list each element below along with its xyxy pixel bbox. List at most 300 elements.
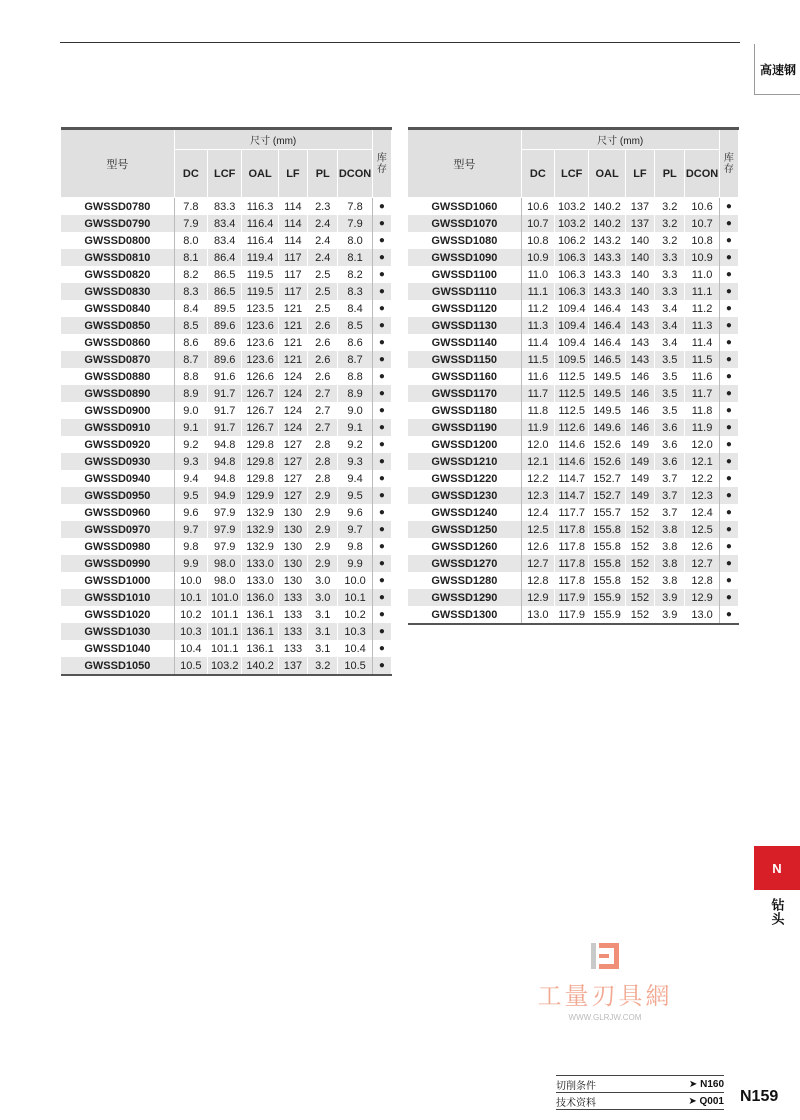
- cell-lcf: 98.0: [208, 572, 242, 589]
- cell-pl: 3.3: [655, 249, 685, 266]
- cell-dc: 8.2: [174, 266, 207, 283]
- cell-dc: 11.0: [521, 266, 554, 283]
- table-row: [408, 317, 739, 334]
- cell-pl: 2.5: [308, 300, 338, 317]
- cell-stock: ●: [372, 538, 391, 555]
- header-lcf: LCF: [208, 150, 242, 198]
- cell-lcf: 114.6: [555, 453, 589, 470]
- cell-stock: ●: [719, 470, 738, 487]
- cell-stock: ●: [372, 232, 391, 249]
- cell-lcf: 109.4: [555, 334, 589, 351]
- cell-lcf: 114.6: [555, 436, 589, 453]
- header-lcf: LCF: [555, 150, 589, 198]
- cell-pl: 3.7: [655, 487, 685, 504]
- cell-lcf: 101.1: [208, 623, 242, 640]
- cell-dc: 8.1: [174, 249, 207, 266]
- cell-stock: ●: [719, 555, 738, 572]
- cell-stock: ●: [719, 334, 738, 351]
- cell-model: GWSSD1100: [408, 266, 521, 283]
- table-row: [61, 402, 392, 419]
- cell-dc: 11.2: [521, 300, 554, 317]
- cell-lf: 146: [625, 368, 654, 385]
- cell-dc: 9.8: [174, 538, 207, 555]
- cell-dcon: 8.8: [338, 368, 372, 385]
- cell-lf: 140: [625, 232, 654, 249]
- cell-dc: 12.9: [521, 589, 554, 606]
- table-row: [408, 487, 739, 504]
- cell-model: GWSSD1150: [408, 351, 521, 368]
- cell-oal: 149.5: [589, 385, 625, 402]
- cell-oal: 123.5: [242, 300, 278, 317]
- cell-stock: ●: [372, 351, 391, 368]
- cell-oal: 129.9: [242, 487, 278, 504]
- cell-lcf: 86.5: [208, 266, 242, 283]
- cell-dcon: 9.8: [338, 538, 372, 555]
- header-dcon: DCON: [338, 150, 372, 198]
- cell-oal: 155.8: [589, 572, 625, 589]
- cell-pl: 3.9: [655, 606, 685, 624]
- cell-dc: 11.3: [521, 317, 554, 334]
- cell-stock: ●: [719, 249, 738, 266]
- cell-dc: 9.9: [174, 555, 207, 572]
- cell-oal: 129.8: [242, 470, 278, 487]
- watermark-url: WWW.GLRJW.COM: [568, 1013, 642, 1022]
- cell-dc: 9.6: [174, 504, 207, 521]
- cell-stock: ●: [372, 640, 391, 657]
- cell-model: GWSSD0960: [61, 504, 174, 521]
- cell-dc: 10.9: [521, 249, 554, 266]
- header-oal: OAL: [589, 150, 625, 198]
- cell-dcon: 12.8: [685, 572, 719, 589]
- cell-oal: 123.6: [242, 334, 278, 351]
- category-tab[interactable]: 高速钢: [754, 44, 800, 95]
- cell-lcf: 103.2: [555, 215, 589, 232]
- cell-pl: 2.9: [308, 538, 338, 555]
- cell-stock: ●: [372, 453, 391, 470]
- cell-oal: 152.7: [589, 470, 625, 487]
- cell-dcon: 8.9: [338, 385, 372, 402]
- cell-dcon: 11.0: [685, 266, 719, 283]
- cell-lf: 133: [278, 623, 307, 640]
- cell-pl: 3.0: [308, 572, 338, 589]
- cell-stock: ●: [719, 589, 738, 606]
- cell-model: GWSSD1160: [408, 368, 521, 385]
- cell-stock: ●: [719, 283, 738, 300]
- table-row: [61, 283, 392, 300]
- cell-model: GWSSD0880: [61, 368, 174, 385]
- cell-dcon: 9.9: [338, 555, 372, 572]
- table-row: [61, 453, 392, 470]
- cell-dc: 9.2: [174, 436, 207, 453]
- cell-dc: 12.5: [521, 521, 554, 538]
- table-row: [61, 300, 392, 317]
- cell-lf: 143: [625, 317, 654, 334]
- cell-dc: 10.8: [521, 232, 554, 249]
- footer-ref-cutting[interactable]: [556, 1075, 724, 1092]
- cell-model: GWSSD1010: [61, 589, 174, 606]
- table-row: [61, 368, 392, 385]
- cell-oal: 119.5: [242, 283, 278, 300]
- header-dcon: DCON: [685, 150, 719, 198]
- header-dc: DC: [521, 150, 554, 198]
- cell-lcf: 86.4: [208, 249, 242, 266]
- cell-lcf: 101.1: [208, 606, 242, 623]
- cell-model: GWSSD1060: [408, 198, 521, 216]
- cell-dcon: 9.3: [338, 453, 372, 470]
- cell-pl: 2.9: [308, 504, 338, 521]
- cell-dcon: 11.3: [685, 317, 719, 334]
- table-row: [61, 198, 392, 216]
- section-letter-tab[interactable]: N: [754, 846, 800, 890]
- cell-stock: ●: [372, 368, 391, 385]
- cell-dc: 8.6: [174, 334, 207, 351]
- header-dimension: 尺寸 (mm): [521, 129, 719, 150]
- cell-dcon: 10.6: [685, 198, 719, 216]
- cell-oal: 146.4: [589, 334, 625, 351]
- cell-stock: ●: [372, 419, 391, 436]
- cell-model: GWSSD1070: [408, 215, 521, 232]
- cell-model: GWSSD1210: [408, 453, 521, 470]
- cell-dc: 8.3: [174, 283, 207, 300]
- cell-pl: 3.6: [655, 453, 685, 470]
- cell-oal: 123.6: [242, 351, 278, 368]
- cell-model: GWSSD0940: [61, 470, 174, 487]
- table-row: [408, 385, 739, 402]
- cell-lf: 140: [625, 249, 654, 266]
- cell-pl: 3.0: [308, 589, 338, 606]
- cell-dcon: 9.4: [338, 470, 372, 487]
- cell-stock: ●: [719, 419, 738, 436]
- cell-dc: 12.3: [521, 487, 554, 504]
- cell-oal: 152.6: [589, 453, 625, 470]
- cell-oal: 119.5: [242, 266, 278, 283]
- cell-dcon: 10.3: [338, 623, 372, 640]
- cell-stock: ●: [719, 300, 738, 317]
- cell-lf: 130: [278, 504, 307, 521]
- cell-oal: 152.6: [589, 436, 625, 453]
- cell-dcon: 10.7: [685, 215, 719, 232]
- cell-stock: ●: [372, 436, 391, 453]
- cell-stock: ●: [372, 300, 391, 317]
- cell-pl: 2.9: [308, 521, 338, 538]
- header-dimension: 尺寸 (mm): [174, 129, 372, 150]
- cell-model: GWSSD0780: [61, 198, 174, 216]
- cell-lf: 152: [625, 589, 654, 606]
- cell-dc: 9.0: [174, 402, 207, 419]
- cell-stock: ●: [719, 385, 738, 402]
- cell-dc: 10.3: [174, 623, 207, 640]
- cell-stock: ●: [372, 572, 391, 589]
- cell-oal: 143.3: [589, 266, 625, 283]
- cell-lf: 133: [278, 606, 307, 623]
- cell-model: GWSSD0980: [61, 538, 174, 555]
- cell-lcf: 109.4: [555, 300, 589, 317]
- cell-model: GWSSD1240: [408, 504, 521, 521]
- cell-model: GWSSD0830: [61, 283, 174, 300]
- table-row: [61, 606, 392, 623]
- table-row: [61, 436, 392, 453]
- cell-pl: 3.8: [655, 555, 685, 572]
- cell-lcf: 86.5: [208, 283, 242, 300]
- cell-oal: 132.9: [242, 521, 278, 538]
- cell-lcf: 106.3: [555, 266, 589, 283]
- table-row: [408, 606, 739, 624]
- cell-model: GWSSD1110: [408, 283, 521, 300]
- cell-lf: 124: [278, 402, 307, 419]
- cell-lcf: 106.3: [555, 283, 589, 300]
- cell-model: GWSSD0800: [61, 232, 174, 249]
- cell-lf: 114: [278, 198, 307, 216]
- cell-pl: 3.5: [655, 385, 685, 402]
- cell-dcon: 12.5: [685, 521, 719, 538]
- cell-stock: ●: [372, 589, 391, 606]
- cell-lcf: 114.7: [555, 470, 589, 487]
- table-row: [61, 572, 392, 589]
- header-stock: 库存: [719, 129, 738, 198]
- cell-stock: ●: [372, 606, 391, 623]
- cell-oal: 155.9: [589, 606, 625, 624]
- cell-model: GWSSD0900: [61, 402, 174, 419]
- cell-lcf: 83.4: [208, 232, 242, 249]
- cell-dc: 8.8: [174, 368, 207, 385]
- cell-lf: 146: [625, 385, 654, 402]
- cell-model: GWSSD1030: [61, 623, 174, 640]
- cell-model: GWSSD0850: [61, 317, 174, 334]
- cell-pl: 3.2: [655, 215, 685, 232]
- cell-oal: 149.6: [589, 419, 625, 436]
- cell-dc: 10.7: [521, 215, 554, 232]
- cell-model: GWSSD0920: [61, 436, 174, 453]
- cell-dcon: 8.0: [338, 232, 372, 249]
- cell-pl: 3.6: [655, 419, 685, 436]
- cell-model: GWSSD1080: [408, 232, 521, 249]
- cell-pl: 3.1: [308, 623, 338, 640]
- footer-ref-link[interactable]: ➤ Q001: [688, 1095, 724, 1107]
- cell-lcf: 89.5: [208, 300, 242, 317]
- table-row: [408, 232, 739, 249]
- cell-dc: 11.4: [521, 334, 554, 351]
- cell-dcon: 8.1: [338, 249, 372, 266]
- cell-lcf: 97.9: [208, 538, 242, 555]
- cell-lf: 124: [278, 368, 307, 385]
- cell-dc: 12.4: [521, 504, 554, 521]
- cell-lf: 137: [625, 215, 654, 232]
- header-lf: LF: [625, 150, 654, 198]
- table-row: [408, 249, 739, 266]
- cell-lf: 127: [278, 487, 307, 504]
- cell-stock: ●: [719, 368, 738, 385]
- cell-lf: 114: [278, 215, 307, 232]
- cell-lf: 121: [278, 300, 307, 317]
- cell-model: GWSSD0840: [61, 300, 174, 317]
- table-row: [408, 572, 739, 589]
- cell-lcf: 83.4: [208, 215, 242, 232]
- cell-lf: 130: [278, 572, 307, 589]
- cell-lcf: 91.7: [208, 402, 242, 419]
- footer-ref-link[interactable]: ➤ N160: [688, 1078, 724, 1090]
- cell-oal: 149.5: [589, 402, 625, 419]
- cell-dcon: 9.7: [338, 521, 372, 538]
- cell-pl: 2.4: [308, 232, 338, 249]
- cell-oal: 155.7: [589, 504, 625, 521]
- footer-references: [556, 1075, 724, 1110]
- cell-lcf: 91.6: [208, 368, 242, 385]
- cell-pl: 3.8: [655, 521, 685, 538]
- cell-stock: ●: [719, 351, 738, 368]
- cell-pl: 2.6: [308, 317, 338, 334]
- cell-dcon: 11.7: [685, 385, 719, 402]
- top-rule: [60, 42, 740, 43]
- cell-oal: 152.7: [589, 487, 625, 504]
- cell-dc: 11.7: [521, 385, 554, 402]
- cell-oal: 155.8: [589, 521, 625, 538]
- table-row: [408, 334, 739, 351]
- cell-stock: ●: [719, 215, 738, 232]
- cell-stock: ●: [372, 470, 391, 487]
- cell-oal: 116.4: [242, 215, 278, 232]
- cell-model: GWSSD0910: [61, 419, 174, 436]
- cell-stock: ●: [719, 266, 738, 283]
- cell-model: GWSSD1260: [408, 538, 521, 555]
- cell-lf: 137: [278, 657, 307, 675]
- cell-oal: 136.1: [242, 640, 278, 657]
- table-row: [408, 300, 739, 317]
- cell-model: GWSSD1170: [408, 385, 521, 402]
- table-row: [61, 640, 392, 657]
- cell-stock: ●: [372, 249, 391, 266]
- cell-dc: 12.0: [521, 436, 554, 453]
- cell-lf: 130: [278, 521, 307, 538]
- cell-stock: ●: [372, 555, 391, 572]
- cell-model: GWSSD1190: [408, 419, 521, 436]
- cell-stock: ●: [719, 436, 738, 453]
- cell-stock: ●: [719, 572, 738, 589]
- cell-stock: ●: [719, 606, 738, 624]
- cell-dcon: 11.8: [685, 402, 719, 419]
- cell-dcon: 8.6: [338, 334, 372, 351]
- header-pl: PL: [308, 150, 338, 198]
- cell-dcon: 11.9: [685, 419, 719, 436]
- cell-dc: 9.4: [174, 470, 207, 487]
- cell-lcf: 94.8: [208, 470, 242, 487]
- cell-lf: 152: [625, 606, 654, 624]
- cell-stock: ●: [719, 198, 738, 216]
- cell-model: GWSSD1000: [61, 572, 174, 589]
- cell-dc: 9.3: [174, 453, 207, 470]
- cell-lf: 149: [625, 470, 654, 487]
- cell-stock: ●: [719, 504, 738, 521]
- cell-lcf: 109.4: [555, 317, 589, 334]
- cell-lcf: 94.8: [208, 436, 242, 453]
- cell-dcon: 12.4: [685, 504, 719, 521]
- cell-dc: 10.1: [174, 589, 207, 606]
- cell-pl: 3.1: [308, 640, 338, 657]
- table-row: [408, 589, 739, 606]
- cell-model: GWSSD1050: [61, 657, 174, 675]
- cell-stock: ●: [372, 198, 391, 216]
- cell-oal: 136.1: [242, 623, 278, 640]
- cell-dcon: 12.3: [685, 487, 719, 504]
- cell-pl: 2.7: [308, 419, 338, 436]
- cell-lcf: 89.6: [208, 334, 242, 351]
- cell-pl: 3.2: [655, 232, 685, 249]
- table-row: [61, 215, 392, 232]
- cell-pl: 3.6: [655, 436, 685, 453]
- cell-pl: 3.7: [655, 504, 685, 521]
- table-row: [61, 504, 392, 521]
- cell-lcf: 117.8: [555, 572, 589, 589]
- cell-lcf: 101.1: [208, 640, 242, 657]
- cell-lcf: 117.8: [555, 555, 589, 572]
- cell-pl: 3.8: [655, 538, 685, 555]
- cell-pl: 3.3: [655, 266, 685, 283]
- table-row: [408, 402, 739, 419]
- table-row: [408, 283, 739, 300]
- cell-oal: 132.9: [242, 504, 278, 521]
- cell-dcon: 8.3: [338, 283, 372, 300]
- cell-pl: 3.2: [308, 657, 338, 675]
- cell-stock: ●: [372, 487, 391, 504]
- cell-dc: 12.7: [521, 555, 554, 572]
- cell-model: GWSSD0790: [61, 215, 174, 232]
- table-row: [408, 470, 739, 487]
- cell-dc: 8.0: [174, 232, 207, 249]
- header-model: 型号: [408, 129, 521, 198]
- section-label-tab[interactable]: 钻头: [769, 898, 785, 926]
- watermark-title: 工量刃具網: [537, 983, 673, 1010]
- cell-dc: 9.5: [174, 487, 207, 504]
- table-row: [61, 589, 392, 606]
- cell-stock: ●: [719, 402, 738, 419]
- cell-dc: 7.9: [174, 215, 207, 232]
- cell-dc: 11.9: [521, 419, 554, 436]
- cell-dc: 8.7: [174, 351, 207, 368]
- cell-dc: 9.1: [174, 419, 207, 436]
- cell-oal: 143.2: [589, 232, 625, 249]
- cell-lcf: 103.2: [555, 198, 589, 216]
- cell-lf: 140: [625, 266, 654, 283]
- cell-dcon: 8.7: [338, 351, 372, 368]
- cell-stock: ●: [372, 504, 391, 521]
- footer-ref-technical[interactable]: [556, 1092, 724, 1110]
- cell-oal: 126.6: [242, 368, 278, 385]
- cell-dcon: 11.1: [685, 283, 719, 300]
- cell-stock: ●: [372, 334, 391, 351]
- cell-oal: 133.0: [242, 555, 278, 572]
- header-dc: DC: [174, 150, 207, 198]
- cell-dcon: 7.8: [338, 198, 372, 216]
- cell-lf: 124: [278, 385, 307, 402]
- cell-dcon: 12.7: [685, 555, 719, 572]
- table-row: [61, 623, 392, 640]
- cell-pl: 2.6: [308, 334, 338, 351]
- cell-oal: 140.2: [589, 215, 625, 232]
- cell-lf: 127: [278, 453, 307, 470]
- cell-pl: 2.9: [308, 487, 338, 504]
- cell-lf: 121: [278, 334, 307, 351]
- cell-lcf: 112.6: [555, 419, 589, 436]
- cell-model: GWSSD0990: [61, 555, 174, 572]
- cell-dc: 10.6: [521, 198, 554, 216]
- table-row: [61, 249, 392, 266]
- cell-lf: 140: [625, 283, 654, 300]
- cell-model: GWSSD1040: [61, 640, 174, 657]
- cell-lcf: 106.3: [555, 249, 589, 266]
- cell-lf: 143: [625, 334, 654, 351]
- cell-lf: 117: [278, 283, 307, 300]
- cell-lcf: 101.0: [208, 589, 242, 606]
- cell-lcf: 117.7: [555, 504, 589, 521]
